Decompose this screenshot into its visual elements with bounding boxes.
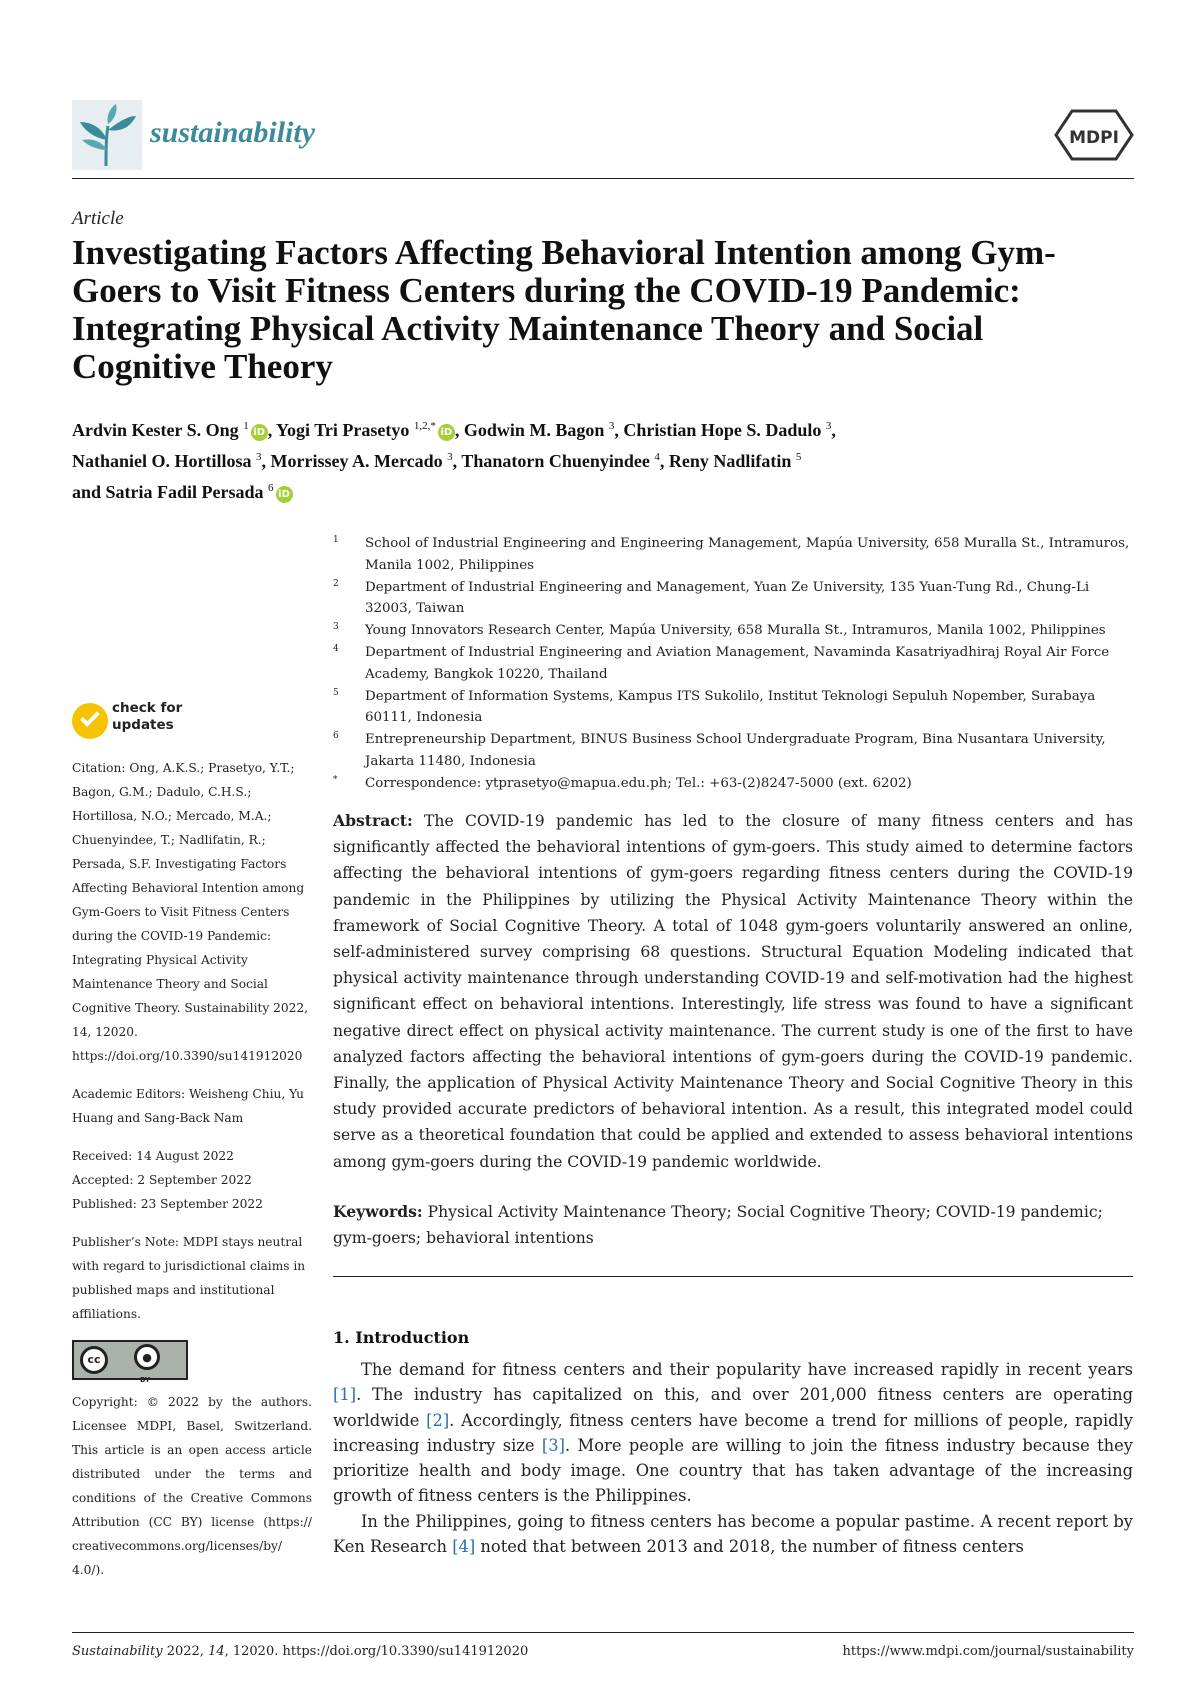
orcid-icon[interactable]: iD (438, 424, 455, 441)
abstract (333, 808, 1133, 1175)
journal-logo (72, 100, 142, 170)
introduction-body (333, 1357, 1133, 1559)
orcid-icon[interactable]: iD (276, 486, 293, 503)
check-updates-label (112, 700, 182, 734)
author-affiliation-marker: 6 (268, 482, 274, 494)
dates-block (72, 1144, 312, 1216)
affiliation-number: 1 (333, 535, 339, 545)
section-heading-introduction: 1. Introduction (333, 1328, 470, 1347)
paragraph (333, 1509, 1133, 1560)
author-affiliation-marker: 1 (243, 420, 249, 432)
mdpi-logo (1054, 108, 1134, 162)
affiliation-item (333, 773, 1133, 795)
footer-volume: 14 (208, 1644, 225, 1659)
paragraph-text: noted that between 2013 and 2018, the number of fitness centers (475, 1537, 1024, 1557)
by-label: BY (140, 1376, 151, 1384)
author-name[interactable]: Ardvin Kester S. Ong (72, 420, 239, 440)
publisher-note: Publisher’s Note: MDPI stays neutral with regard to jurisdictional claims in published maps and institutional affiliations. (72, 1235, 306, 1321)
section-divider (333, 1276, 1133, 1277)
author-name[interactable]: Yogi Tri Prasetyo (276, 420, 410, 440)
reference-link-3[interactable]: [3] (541, 1435, 565, 1455)
affiliation-text: Department of Information Systems, Kampus ITS Sukolilo, Institut Teknologi Sepuluh Nopember, Surabaya 60111, Indonesia (365, 688, 1096, 726)
academic-editors: Academic Editors: Weisheng Chiu, Yu Huang and Sang-Back Nam (72, 1087, 304, 1125)
keywords-text: Physical Activity Maintenance Theory; Social Cognitive Theory; COVID-19 pandemic; gym-goers; behavioral intentions (333, 1203, 1103, 1248)
abstract-text: The COVID-19 pandemic has led to the closure of many fitness centers and has significantly affected the behavioral intentions of gym-goers. This study aimed to determine factors affecting the behavioral intentions of gym-goers regarding fitness centers during the COVID-19 pandemic in the Philippines by utilizing the Physical Activity Maintenance Theory within the framework of Social Cognitive Theory. A total of 1048 gym-goers voluntarily answered an online, self-administered survey comprising 68 questions. Structural Equation Modeling indicated that physical activity maintenance through understanding COVID-19 and self-motivation had the highest significant effect on behavioral intentions. Interestingly, life stress was found to have a significant negative direct effect on physical activity maintenance. The current study is one of the first to have analyzed factors affecting the behavioral intentions of gym-goers during the COVID-19 pandemic. Finally, the application of Physical Activity Maintenance Theory and Social Cognitive Theory in this study provided accurate predictors of behavioral intention. As a result, this integrated model could serve as a theoretical foundation that could be applied and extended to assess behavioral intentions among gym-goers during the COVID-19 pandemic worldwide. (333, 812, 1133, 1171)
author-name[interactable]: Nathaniel O. Hortillosa (72, 451, 252, 471)
affiliation-number: 4 (333, 643, 339, 654)
copyright-notice: Copyright: © 2022 by the authors. Licensee MDPI, Basel, Switzerland. This article is an open access article distributed under the terms and conditions of the Creative Commons Attribution (CC BY) license (https:// creativecommons.org/licenses/by/ 4.0/). (72, 1395, 312, 1577)
published-date: Published: 23 September 2022 (72, 1197, 263, 1211)
affiliation-number: 5 (333, 687, 339, 698)
author-name[interactable]: Godwin M. Bagon (463, 420, 605, 440)
paragraph-text: . The industry has capitalized on this, and over 201,000 fitness centers are operating worldwide (333, 1385, 1133, 1430)
author-name[interactable]: Christian Hope S. Dadulo (623, 420, 822, 440)
footer-divider (72, 1632, 1134, 1633)
header-divider (72, 178, 1134, 179)
author-name[interactable]: Morrissey A. Mercado (270, 451, 443, 471)
author-affiliation-marker: 3 (256, 451, 262, 463)
mdpi-logo-text: MDPI (1069, 128, 1119, 148)
affiliation-text: School of Industrial Engineering and Engineering Management, Mapúa University, 658 Muralla St., Intramuros, Manila 1002, Philippines (365, 536, 1130, 573)
leaf-icon (72, 100, 142, 170)
affiliation-item (333, 729, 1133, 773)
sidebar (72, 700, 312, 1582)
keywords-label: Keywords: (333, 1202, 423, 1221)
author-affiliation-marker: 1,2,* (413, 420, 436, 432)
author-affiliation-marker: 3 (825, 420, 832, 432)
affiliation-list (333, 533, 1133, 795)
check-for-updates-badge[interactable] (72, 700, 202, 740)
paragraph-text: The demand for fitness centers and their popularity have increased rapidly in recent years (361, 1360, 1133, 1379)
reference-link-4[interactable]: [4] (452, 1537, 476, 1557)
affiliation-number: 3 (333, 622, 339, 633)
affiliation-item (333, 686, 1133, 730)
affiliation-text: Correspondence: ytprasetyo@mapua.edu.ph; Tel.: +63-(2)8247-5000 (ext. 6202) (365, 775, 912, 791)
checkmark-icon (72, 703, 108, 739)
cc-by-license-badge[interactable] (72, 1340, 188, 1384)
affiliation-text: Young Innovators Research Center, Mapúa University, 658 Muralla St., Intramuros, Manila 1002, Philippines (365, 623, 1106, 639)
affiliation-text: Department of Industrial Engineering and Aviation Management, Navaminda Kasatriyadhiraj Royal Air Force Academy, Bangkok 10220, Thailand (365, 644, 1110, 682)
reference-link-1[interactable]: [1] (333, 1385, 357, 1405)
author-affiliation-marker: 3 (608, 420, 615, 432)
affiliation-number: 2 (333, 578, 339, 589)
footer-year: 2022, (162, 1644, 209, 1659)
affiliation-item (333, 642, 1133, 686)
article-title: Investigating Factors Affecting Behavioral Intention among Gym-Goers to Visit Fitness Centers during the COVID-19 Pandemic: Integrating Physical Activity Maintenance Theory and Social Cognitive Theory (72, 233, 1056, 386)
reference-link-2[interactable]: [2] (426, 1410, 450, 1430)
affiliation-number: 6 (333, 731, 339, 742)
affiliation-number: * (333, 774, 338, 785)
accepted-date: Accepted: 2 September 2022 (72, 1173, 252, 1187)
author-name[interactable]: Thanatorn Chuenyindee (461, 451, 650, 471)
keywords (333, 1199, 1133, 1251)
check-updates-line1: check for (112, 700, 183, 716)
affiliation-item (333, 620, 1133, 642)
journal-name: sustainability (150, 116, 316, 149)
paragraph (333, 1357, 1133, 1509)
footer-journal-url[interactable]: https://www.mdpi.com/journal/sustainability (842, 1644, 1134, 1659)
footer-journal: Sustainability (72, 1644, 163, 1659)
cc-icon: cc (80, 1346, 108, 1374)
author-name[interactable]: Satria Fadil Persada (105, 482, 264, 502)
check-updates-line2: updates (112, 717, 174, 733)
affiliation-text: Department of Industrial Engineering and Management, Yuan Ze University, 135 Yuan-Tung Rd., Chung-Li 32003, Taiwan (365, 579, 1090, 617)
affiliation-item (333, 533, 1133, 577)
author-affiliation-marker: 3 (447, 451, 453, 463)
citation-block: Citation: Ong, A.K.S.; Prasetyo, Y.T.; Bagon, G.M.; Dadulo, C.H.S.; Hortillosa, N.O.; Mercado, M.A.; Chuenyindee, T.; Nadlifatin, R.; Persada, S.F. Investigating Factors Affecting Behavioral Intention among Gym-Goers to Visit Fitness Centers during the COVID-19 Pandemic: Integrating Physical Activity Maintenance Theory and Social Cognitive Theory. Sustainability 2022, 14, 12020. https://doi.org/10.3390/su141912020 (72, 761, 309, 1063)
author-affiliation-marker: 4 (654, 451, 660, 463)
abstract-label: Abstract: (333, 811, 413, 830)
journal-header (72, 100, 1134, 178)
authors-and: and (72, 482, 106, 502)
paragraph-text: . Accordingly, fitness centers have become a trend for millions of people, rapidly increasing industry size (333, 1410, 1133, 1455)
footer-citation (72, 1644, 528, 1659)
affiliation-item (333, 577, 1133, 621)
attribution-person-icon: ● (134, 1344, 160, 1370)
author-affiliation-marker: 5 (795, 451, 802, 463)
article-type: Article (72, 208, 124, 229)
footer-doi[interactable]: , 12020. https://doi.org/10.3390/su141912020 (224, 1644, 529, 1659)
author-list: Ardvin Kester S. Ong $^1$iD , Yogi Tri Prasetyo $^{1,2,*}$iD , Godwin M. Bagon $^3$, Christian Hope S. Dadulo $^3$, Nathaniel O. Hortillosa $^3$, Morrissey A. Mercado $^3$, Thanatorn Chuenyindee $^4$, Reny Nadlifatin $^5$ and Satria Fadil Persada $^6$iD (72, 420, 836, 502)
author-name[interactable]: Reny Nadlifatin (668, 451, 792, 471)
paragraph-text: . More people are willing to join the fitness industry because they prioritize health and body image. One country that has taken advantage of the increasing growth of fitness centers is the Philippines. (333, 1435, 1133, 1506)
orcid-icon[interactable]: iD (251, 424, 268, 441)
affiliation-text: Entrepreneurship Department, BINUS Business School Undergraduate Program, Bina Nusantara University, Jakarta 11480, Indonesia (365, 732, 1106, 769)
paragraph-text: In the Philippines, going to fitness centers has become a popular pastime. A recent report by Ken Research (333, 1511, 1133, 1557)
received-date: Received: 14 August 2022 (72, 1149, 234, 1163)
